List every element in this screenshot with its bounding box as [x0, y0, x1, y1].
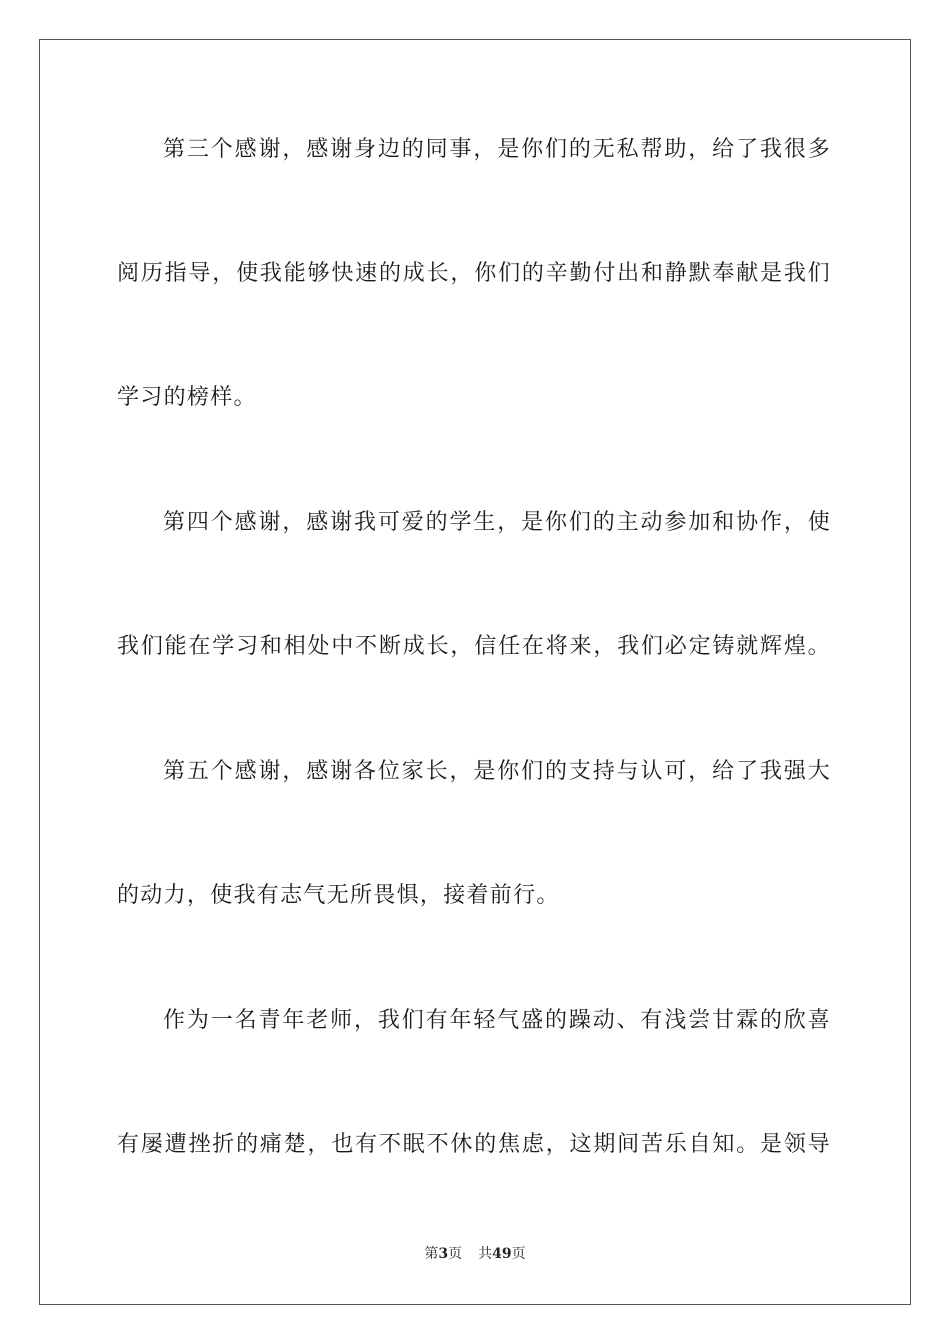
page-number: 3 [438, 1246, 449, 1262]
paragraph-5-line-1: 第五个感谢，感谢各位家长，是你们的支持与认可，给了我强大 [163, 759, 831, 784]
total-pages: 49 [492, 1246, 512, 1262]
paragraph-3-line-1: 第三个感谢，感谢身边的同事，是你们的无私帮助，给了我很多 [163, 137, 831, 162]
page-footer [0, 1244, 950, 1264]
paragraph-4-line-1: 第四个感谢，感谢我可爱的学生，是你们的主动参加和协作，使 [163, 510, 831, 535]
paragraph-4-line-2: 我们能在学习和相处中不断成长，信任在将来，我们必定铸就辉煌。 [117, 634, 831, 659]
paragraph-6-line-2: 有屡遭挫折的痛楚，也有不眠不休的焦虑，这期间苦乐自知。是领导 [117, 1132, 831, 1157]
page-prefix: 第 [424, 1246, 439, 1262]
paragraph-5-line-2: 的动力，使我有志气无所畏惧，接着前行。 [117, 883, 560, 908]
paragraph-3-line-2: 阅历指导，使我能够快速的成长，你们的辛勤付出和静默奉献是我们 [117, 261, 831, 286]
total-suffix: 页 [511, 1246, 526, 1262]
total-prefix: 共 [478, 1246, 493, 1262]
page-border [39, 39, 911, 1305]
page-suffix: 页 [448, 1246, 463, 1262]
paragraph-6-line-1: 作为一名青年老师，我们有年轻气盛的躁动、有浅尝甘霖的欣喜 [163, 1008, 831, 1033]
paragraph-3-line-3: 学习的榜样。 [117, 385, 257, 410]
